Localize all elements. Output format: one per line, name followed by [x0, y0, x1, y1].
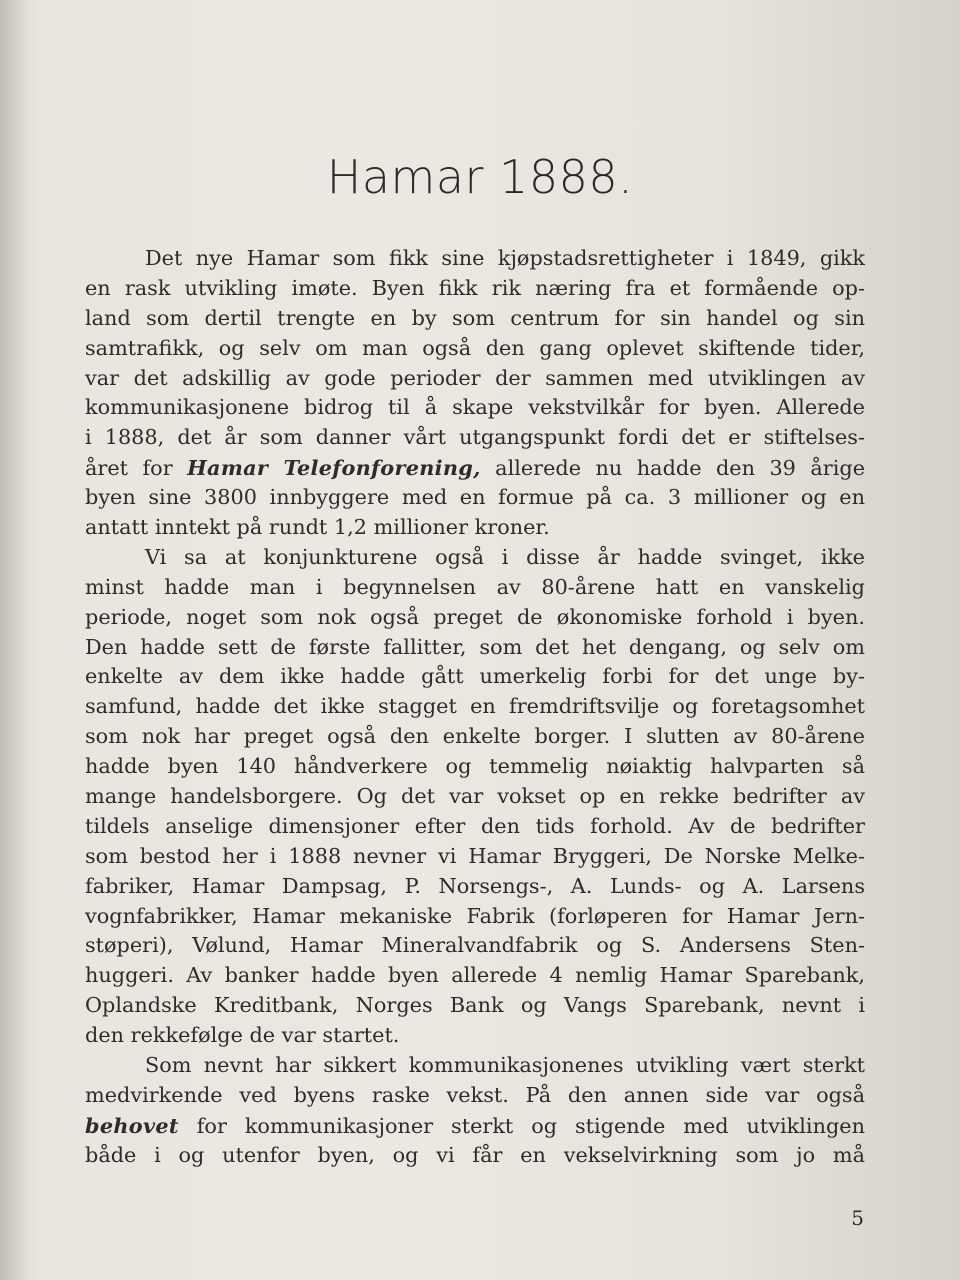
text-line: Det nye Hamar som fikk sine kjøpstadsrettigheter i 1849, gikk [145, 246, 865, 270]
text-line: behovet for kommunikasjoner sterkt og stigende med utviklingen [85, 1112, 865, 1138]
text-line: Oplandske Kreditbank, Norges Bank og Vangs Sparebank, nevnt i [85, 993, 865, 1018]
text-line: byen sine 3800 innbyggere med en formue på ca. 3 millioner og en [85, 485, 865, 510]
text-line: mange handelsborgere. Og det var vokset op en rekke bedrifter av [85, 784, 865, 809]
text-line: som nok har preget også den enkelte borger. I slutten av 80-årene [85, 724, 865, 749]
body-text [85, 244, 865, 1171]
emphasized-text: behovet [85, 1112, 179, 1138]
text-line: minst hadde man i begynnelsen av 80-årene hatt en vanskelig [85, 574, 865, 599]
text-line: samtrafikk, og selv om man også den gang oplevet skiftende tider, [85, 335, 865, 360]
text-line: i 1888, det år som danner vårt utgangspunkt fordi det er stiftelses- [85, 425, 865, 450]
text-line: fabriker, Hamar Dampsag, P. Norsengs-, A. Lunds- og A. Larsens [85, 873, 865, 898]
text-line: land som dertil trengte en by som centrum for sin handel og sin [85, 305, 865, 330]
text-line: Vi sa at konjunkturene også i disse år hadde svinget, ikke [145, 544, 865, 569]
text-line: den rekkefølge de var startet. [85, 1023, 400, 1048]
text-line: støperi), Vølund, Hamar Mineralvandfabrik og S. Andersens Sten- [85, 933, 865, 958]
text-line: året for Hamar Telefonforening, allerede nu hadde den 39 årige [85, 455, 865, 481]
text-line: medvirkende ved byens raske vekst. På den annen side var også [85, 1082, 865, 1107]
text-line: kommunikasjonene bidrog til å skape vekstvilkår for byen. Allerede [85, 395, 865, 420]
text-line: enkelte av dem ikke hadde gått umerkelig forbi for det unge by- [85, 664, 865, 689]
page-number: 5 [851, 1206, 864, 1230]
text-line: Den hadde sett de første fallitter, som det het dengang, og selv om [85, 634, 865, 659]
text-line: huggeri. Av banker hadde byen allerede 4 nemlig Hamar Sparebank, [85, 963, 865, 988]
text-line: Som nevnt har sikkert kommunikasjonenes utvikling vært sterkt [145, 1053, 865, 1078]
emphasized-text: Hamar Telefonforening, [187, 455, 481, 481]
text-line: var det adskillig av gode perioder der sammen med utviklingen av [85, 365, 865, 390]
text-line: som bestod her i 1888 nevner vi Hamar Bryggeri, De Norske Melke- [85, 843, 865, 868]
text-line: tildels anselige dimensjoner efter den tids forhold. Av de bedrifter [85, 813, 865, 838]
text-line: hadde byen 140 håndverkere og temmelig nøiaktig halvparten så [85, 754, 865, 779]
page-title: Hamar 1888. [326, 150, 634, 204]
text-line: en rask utvikling imøte. Byen fikk rik næring fra et formående op- [85, 275, 865, 300]
text-line: vognfabrikker, Hamar mekaniske Fabrik (forløperen for Hamar Jern- [85, 903, 865, 928]
text-line: periode, noget som nok også preget de økonomiske forhold i byen. [85, 604, 865, 629]
text-line: både i og utenfor byen, og vi får en vekselvirkning som jo må [85, 1142, 865, 1167]
text-line: antatt inntekt på rundt 1,2 millioner kroner. [85, 515, 550, 540]
text-line: samfund, hadde det ikke stagget en fremdriftsvilje og foretagsomhet [85, 694, 865, 719]
